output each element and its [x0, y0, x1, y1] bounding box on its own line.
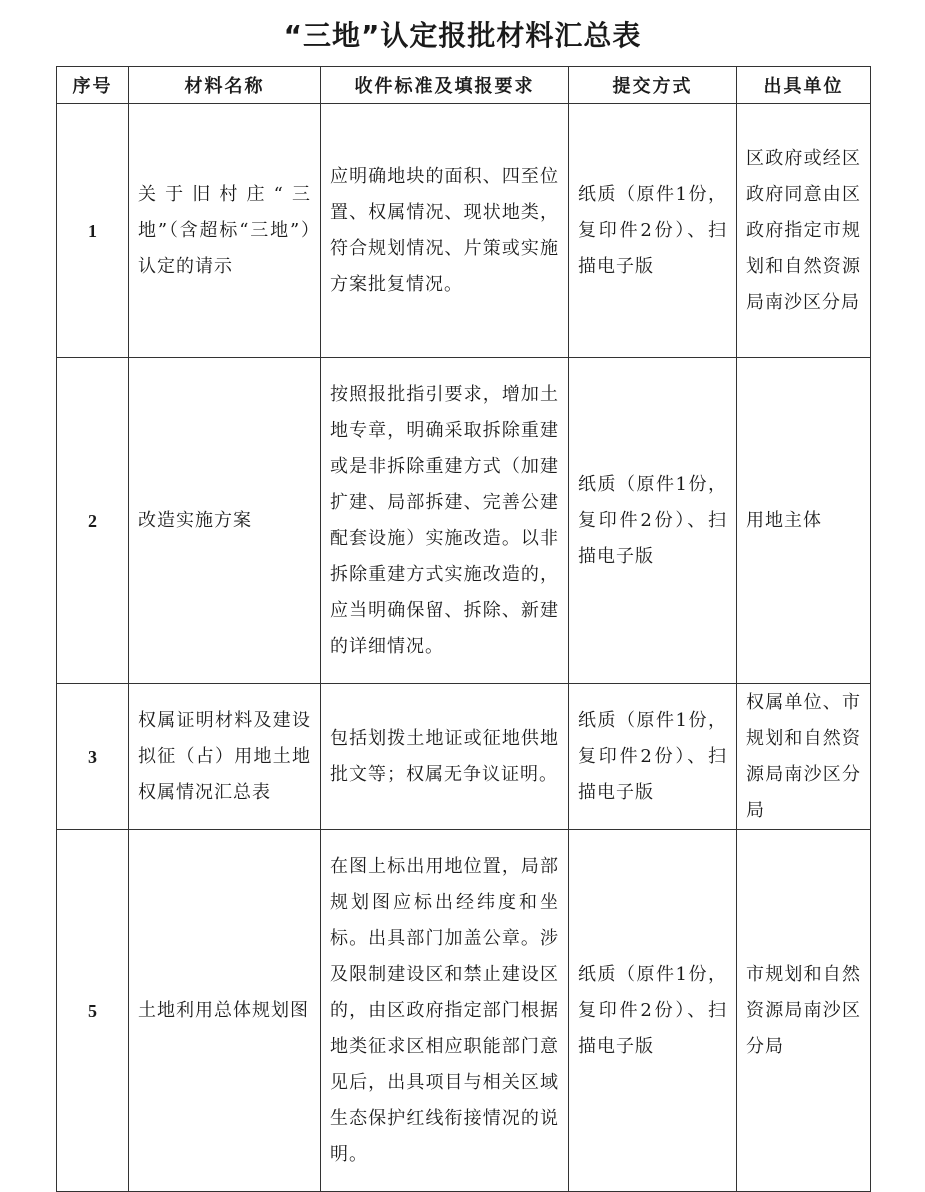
column-header-material-name: 材料名称 — [129, 67, 321, 104]
column-header-index: 序号 — [57, 67, 129, 104]
table-row — [57, 358, 871, 684]
requirement-text: 包括划拨土地证或征地供地批文等；权属无争议证明。 — [321, 684, 569, 830]
row-number: 3 — [57, 684, 129, 830]
column-header-requirements: 收件标准及填报要求 — [321, 67, 569, 104]
issuing-unit: 市规划和自然资源局南沙区分局 — [737, 830, 871, 1192]
document-title: “三地”认定报批材料汇总表 — [283, 19, 642, 52]
table-row — [57, 830, 871, 1192]
requirement-text: 应明确地块的面积、四至位置、权属情况、现状地类，符合规划情况、片策或实施方案批复情况。 — [321, 104, 569, 358]
table-row — [57, 684, 871, 830]
material-name: 土地利用总体规划图 — [129, 830, 321, 1192]
table-header-row — [57, 67, 871, 104]
material-name: 关于旧村庄“三地”（含超标“三地”）认定的请示 — [129, 104, 321, 358]
issuing-unit: 用地主体 — [737, 358, 871, 684]
submission-method: 纸质（原件1份，复印件2份）、扫描电子版 — [569, 684, 737, 830]
material-name: 改造实施方案 — [129, 358, 321, 684]
material-name: 权属证明材料及建设拟征（占）用地土地权属情况汇总表 — [129, 684, 321, 830]
requirement-text: 按照报批指引要求，增加土地专章，明确采取拆除重建或是非拆除重建方式（加建扩建、局部拆建、完善公建配套设施）实施改造。以非拆除重建方式实施改造的，应当明确保留、拆除、新建的详细情况。 — [321, 358, 569, 684]
row-number: 2 — [57, 358, 129, 684]
materials-summary-table — [56, 66, 871, 1192]
column-header-submission-method: 提交方式 — [569, 67, 737, 104]
column-header-issuing-unit: 出具单位 — [737, 67, 871, 104]
row-number: 1 — [57, 104, 129, 358]
issuing-unit: 权属单位、市规划和自然资源局南沙区分局 — [737, 684, 871, 830]
submission-method: 纸质（原件1份，复印件2份）、扫描电子版 — [569, 358, 737, 684]
issuing-unit: 区政府或经区政府同意由区政府指定市规划和自然资源局南沙区分局 — [737, 104, 871, 358]
submission-method: 纸质（原件1份，复印件2份）、扫描电子版 — [569, 830, 737, 1192]
requirement-text: 在图上标出用地位置，局部规划图应标出经纬度和坐标。出具部门加盖公章。涉及限制建设区和禁止建设区的，由区政府指定部门根据地类征求区相应职能部门意见后，出具项目与相关区域生态保护红线衔接情况的说明。 — [321, 830, 569, 1192]
submission-method: 纸质（原件1份，复印件2份）、扫描电子版 — [569, 104, 737, 358]
row-number: 5 — [57, 830, 129, 1192]
table-row — [57, 104, 871, 358]
